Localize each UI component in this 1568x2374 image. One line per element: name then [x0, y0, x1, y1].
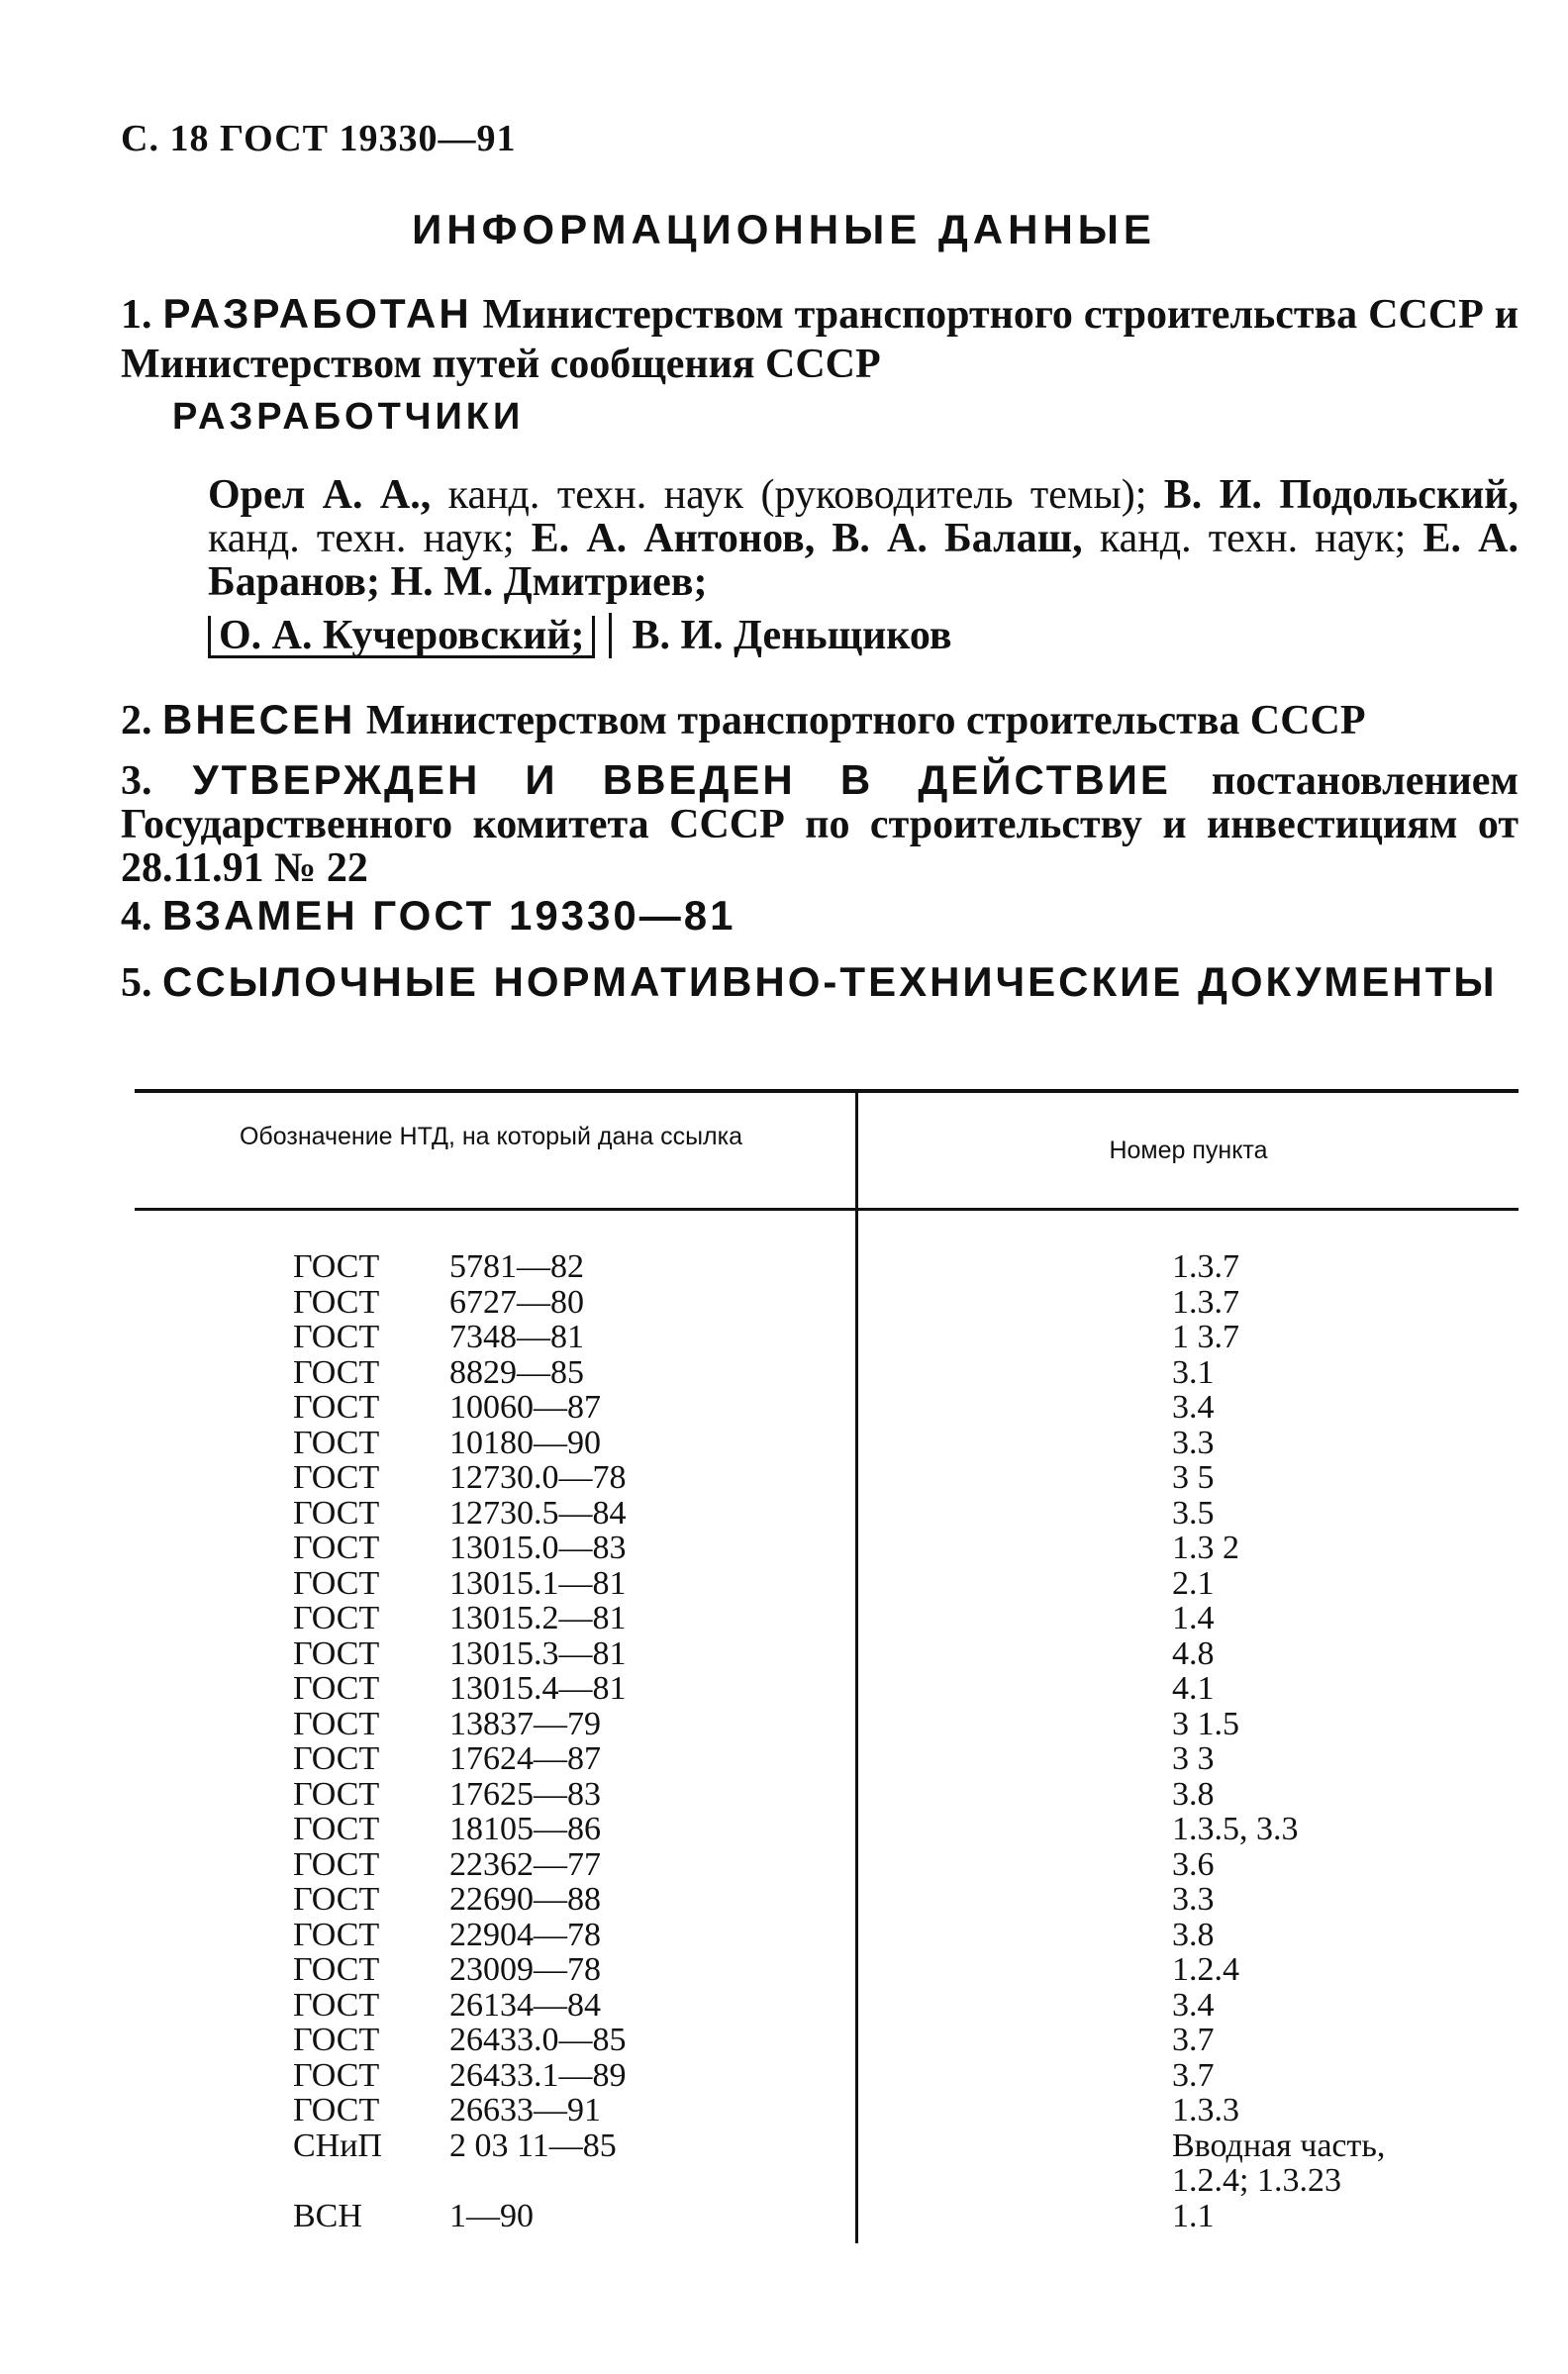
table-row	[135, 1601, 1519, 1636]
doc-prefix: ГОСТ	[293, 1634, 380, 1672]
clause-number: 1.3.7	[1172, 1283, 1239, 1321]
page-title: ИНФОРМАЦИОННЫЕ ДАННЫЕ	[412, 206, 1156, 252]
doc-number: 26433.1—89	[449, 2056, 627, 2094]
framed-name: О. А. Кучеровский;	[208, 616, 595, 658]
item-1	[121, 289, 1519, 389]
doc-prefix: ГОСТ	[293, 1881, 380, 1918]
clause-number: 1.4	[1172, 1600, 1215, 1636]
table-row	[135, 1426, 1519, 1461]
clause-number: 1.1	[1172, 2197, 1215, 2234]
table-row	[135, 1847, 1519, 1883]
doc-prefix: ГОСТ	[293, 1494, 380, 1532]
item-1-number: 1.	[121, 292, 152, 338]
table-row	[135, 1812, 1519, 1847]
doc-prefix: ГОСТ	[293, 1459, 380, 1496]
doc-number: 26433.0—85	[449, 2022, 627, 2058]
item-3-number: 3.	[121, 758, 152, 804]
clause-number: 1.3.3	[1172, 2092, 1239, 2128]
doc-number: 12730.5—84	[449, 1494, 627, 1532]
doc-number: 13015.3—81	[449, 1634, 627, 1672]
doc-prefix: ГОСТ	[293, 1424, 380, 1461]
clause-number: 3.7	[1172, 2056, 1215, 2094]
doc-prefix: ГОСТ	[293, 2022, 380, 2058]
table-header-document: Обозначение НТД, на который дана ссылка	[239, 1123, 743, 1150]
dev-antonov-balash-title: канд. техн. наук;	[1082, 516, 1423, 561]
dev-denshchikov: В. И. Деньщиков	[609, 613, 951, 658]
table-row	[135, 1390, 1519, 1426]
table-row	[135, 1636, 1519, 1672]
table-row	[135, 1882, 1519, 1918]
clause-number: 3 1.5	[1172, 1705, 1239, 1742]
doc-prefix	[135, 2163, 449, 2199]
doc-number: 13015.2—81	[449, 1600, 627, 1636]
dev-baranov-dmitriev: Е. А. Баранов; Н. М. Дмитриев;	[208, 516, 1519, 605]
doc-number: 13837—79	[449, 1705, 601, 1742]
doc-number: 18105—86	[449, 1811, 601, 1847]
doc-prefix: ГОСТ	[293, 1600, 380, 1636]
clause-number: 3.8	[1172, 1775, 1215, 1813]
doc-prefix: ГОСТ	[293, 1916, 380, 1953]
table-row	[135, 2058, 1519, 2094]
doc-number: 7348—81	[449, 1319, 584, 1355]
table-row	[135, 1777, 1519, 1813]
item-3	[121, 758, 1519, 890]
item-2-number: 2.	[121, 698, 152, 743]
table-row	[135, 1460, 1519, 1496]
doc-prefix: ВСН	[293, 2197, 362, 2234]
doc-number: 17624—87	[449, 1740, 601, 1777]
table-body	[135, 1249, 1519, 2233]
item-3-text: постановлением Государственного комитета СССР по строительству и инвестициям от 28.11.91 № 22	[121, 758, 1519, 891]
table-row	[135, 2093, 1519, 2128]
table-row	[135, 2163, 1519, 2199]
clause-number: 3.4	[1172, 1389, 1215, 1426]
clause-number: 2.1	[1172, 1564, 1215, 1602]
table-row	[135, 1566, 1519, 1602]
doc-number: 6727—80	[449, 1283, 584, 1321]
doc-number	[449, 2163, 855, 2199]
item-2-lead: ВНЕСЕН	[162, 696, 356, 742]
doc-number: 8829—85	[449, 1353, 584, 1391]
table-header-rule	[135, 1208, 1519, 1211]
clause-number: 1.3.7	[1172, 1248, 1239, 1285]
table-row	[135, 1355, 1519, 1391]
clause-number: Вводная часть,	[1172, 2127, 1386, 2164]
developers-list	[208, 473, 1519, 604]
clause-number: 3.5	[1172, 1494, 1215, 1532]
clause-number: 3.3	[1172, 1881, 1215, 1918]
doc-prefix: ГОСТ	[293, 1951, 380, 1988]
item-3-lead: УТВЕРЖДЕН И ВВЕДЕН В ДЕЙСТВИЕ	[192, 756, 1171, 803]
doc-prefix: ГОСТ	[293, 1530, 380, 1566]
item-5-lead: ССЫЛОЧНЫЕ НОРМАТИВНО-ТЕХНИЧЕСКИЕ ДОКУМЕНТЫ	[162, 958, 1498, 1005]
doc-prefix: ГОСТ	[293, 1740, 380, 1777]
table-row	[135, 2023, 1519, 2058]
table-row	[135, 1988, 1519, 2024]
table-row	[135, 1531, 1519, 1566]
doc-number: 2 03 11—85	[449, 2127, 617, 2164]
table-header-clause: Номер пункта	[1109, 1137, 1268, 1164]
dev-orel: Орел А. А.,	[208, 472, 432, 518]
clause-number: 3.7	[1172, 2022, 1215, 2058]
item-1-lead: РАЗРАБОТАН	[162, 290, 472, 337]
doc-number: 13015.0—83	[449, 1530, 627, 1566]
doc-number: 26633—91	[449, 2092, 601, 2128]
clause-number: 4.1	[1172, 1670, 1215, 1707]
table-row	[135, 1496, 1519, 1532]
doc-prefix: ГОСТ	[293, 2092, 380, 2128]
doc-number: 13015.4—81	[449, 1670, 627, 1707]
doc-number: 10060—87	[449, 1389, 601, 1426]
clause-number: 3.8	[1172, 1916, 1215, 1953]
item-2-text: Министерством транспортного строительства СССР	[365, 698, 1366, 743]
table-row	[135, 1285, 1519, 1321]
table-top-rule	[135, 1089, 1519, 1093]
clause-number: 3 3	[1172, 1740, 1215, 1777]
doc-prefix: ГОСТ	[293, 2056, 380, 2094]
dev-antonov-balash: Е. А. Антонов, В. А. Балаш,	[531, 516, 1083, 561]
doc-number: 22904—78	[449, 1916, 601, 1953]
doc-number: 22362—77	[449, 1845, 601, 1883]
developers-title: РАЗРАБОТЧИКИ	[172, 396, 525, 438]
doc-number: 1—90	[449, 2197, 534, 2234]
doc-number: 10180—90	[449, 1424, 601, 1461]
item-5	[121, 960, 1519, 1005]
doc-number: 13015.1—81	[449, 1564, 627, 1602]
table-row	[135, 1671, 1519, 1707]
clause-number: 1.2.4	[1172, 1951, 1239, 1988]
item-5-number: 5.	[121, 960, 152, 1006]
clause-number: 1.3.5, 3.3	[1172, 1811, 1299, 1847]
doc-prefix: ГОСТ	[293, 1986, 380, 2024]
clause-number: 3.4	[1172, 1986, 1215, 2024]
table-row	[135, 1320, 1519, 1355]
clause-number: 3 5	[1172, 1459, 1215, 1496]
table-row	[135, 1707, 1519, 1742]
clause-number: 1.2.4; 1.3.23	[1172, 2162, 1341, 2199]
doc-prefix: ГОСТ	[293, 1845, 380, 1883]
dev-podolsky-title: канд. техн. наук;	[208, 516, 532, 561]
clause-number: 1.3 2	[1172, 1530, 1239, 1566]
table-row	[135, 1952, 1519, 1988]
doc-prefix: ГОСТ	[293, 1353, 380, 1391]
clause-number: 3.6	[1172, 1845, 1215, 1883]
doc-prefix: СНиП	[293, 2127, 382, 2164]
item-2	[121, 695, 1519, 745]
doc-prefix: ГОСТ	[293, 1775, 380, 1813]
item-4-number: 4.	[121, 894, 152, 940]
doc-prefix: ГОСТ	[293, 1670, 380, 1707]
clause-number: 4.8	[1172, 1634, 1215, 1672]
doc-prefix: ГОСТ	[293, 1811, 380, 1847]
dev-orel-title: канд. техн. наук (руководитель темы);	[431, 472, 1164, 518]
item-4-lead: ВЗАМЕН ГОСТ 19330—81	[162, 892, 736, 939]
doc-number: 26134—84	[449, 1986, 601, 2024]
doc-number: 17625—83	[449, 1775, 601, 1813]
doc-prefix: ГОСТ	[293, 1705, 380, 1742]
table-row	[135, 1249, 1519, 1285]
table-row	[135, 2199, 1519, 2234]
doc-prefix: ГОСТ	[293, 1389, 380, 1426]
table-row	[135, 2128, 1519, 2164]
page-header: С. 18 ГОСТ 19330—91	[121, 118, 517, 159]
clause-number: 3.3	[1172, 1424, 1215, 1461]
table-row	[135, 1918, 1519, 1953]
doc-number: 22690—88	[449, 1881, 601, 1918]
doc-prefix: ГОСТ	[293, 1283, 380, 1321]
clause-number: 1 3.7	[1172, 1319, 1239, 1355]
doc-number: 12730.0—78	[449, 1459, 627, 1496]
doc-prefix: ГОСТ	[293, 1564, 380, 1602]
dev-podolsky: В. И. Подольский,	[1163, 472, 1519, 518]
doc-prefix: ГОСТ	[293, 1319, 380, 1355]
item-1-text: Министерством транспортного строительства СССР и Министерством путей сообщения СССР	[121, 292, 1519, 387]
doc-number: 23009—78	[449, 1951, 601, 1988]
clause-number: 3.1	[1172, 1353, 1215, 1391]
doc-prefix: ГОСТ	[293, 1248, 380, 1285]
doc-number: 5781—82	[449, 1248, 584, 1285]
developers-last-line	[208, 612, 952, 659]
table-row	[135, 1741, 1519, 1777]
item-4	[121, 891, 1519, 941]
